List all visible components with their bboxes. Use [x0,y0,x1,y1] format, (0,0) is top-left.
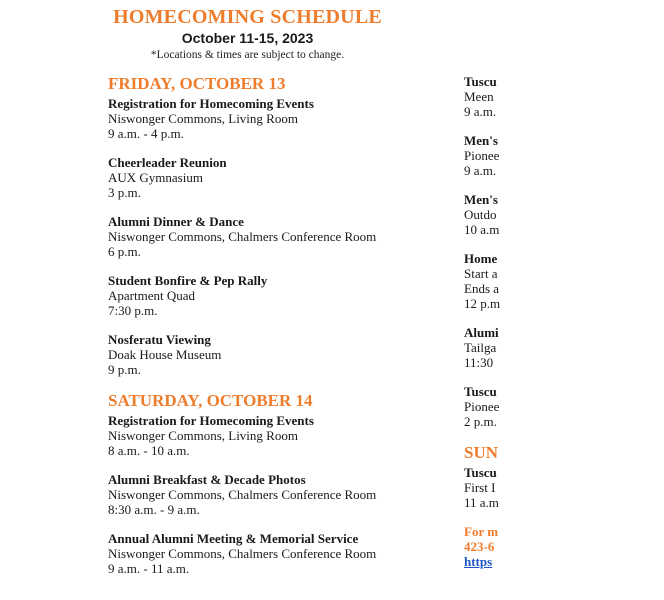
event-time: 9 a.m. [464,163,497,178]
event-title: Registration for Homecoming Events [108,413,314,428]
event-location: Niswonger Commons, Living Room [108,428,298,443]
page-title: HOMECOMING SCHEDULE [113,6,382,28]
event-location: AUX Gymnasium [108,170,203,185]
event-item [108,96,438,141]
event-time: 8:30 a.m. - 9 a.m. [108,502,200,517]
event-location: First I [464,480,496,495]
saturday-events [108,413,438,576]
contact-link[interactable]: https [464,554,493,569]
event-item [108,273,438,318]
left-column [108,74,438,590]
friday-events [108,96,438,377]
event-title: Tuscu [464,465,497,480]
event-title: Nosferatu Viewing [108,332,211,347]
event-item [108,214,438,259]
event-location: Niswonger Commons, Chalmers Conference Room [108,229,377,244]
event-time: 9 a.m. - 4 p.m. [108,126,184,141]
event-time: 6 p.m. [108,244,141,259]
event-location: Pionee [464,148,500,163]
event-time: 11:30 [464,355,494,370]
event-title: Home [464,251,498,266]
event-location: Pionee [464,399,500,414]
event-item [108,332,438,377]
event-time: 3 p.m. [108,185,141,200]
event-title: Tuscu [464,384,497,399]
event-time: 9 p.m. [108,362,141,377]
event-location: Doak House Museum [108,347,222,362]
schedule-header [0,6,495,62]
event-location: Niswonger Commons, Chalmers Conference Room [108,487,377,502]
event-time: 9 a.m. [464,104,497,119]
event-item [464,192,664,237]
event-title: Tuscu [464,74,497,89]
event-item [108,155,438,200]
event-time: 12 p.m [464,296,501,311]
event-title: Alumi [464,325,499,340]
event-time: 2 p.m. [464,414,497,429]
event-title: Annual Alumni Meeting & Memorial Service [108,531,359,546]
event-line: Ends a [464,281,500,296]
event-item [464,74,664,119]
event-time: 7:30 p.m. [108,303,158,318]
event-time: 11 a.m [464,495,499,510]
sunday-heading: SUN [464,443,499,462]
event-item [464,251,664,311]
event-item [464,465,664,510]
right-column [464,74,664,569]
event-location: Meen [464,89,494,104]
event-time: 9 a.m. - 11 a.m. [108,561,190,576]
disclaimer-note: *Locations & times are subject to change. [150,49,345,61]
event-title: Alumni Breakfast & Decade Photos [108,472,306,487]
event-title: Men's [464,192,498,207]
event-item [108,531,438,576]
event-item [464,133,664,178]
event-time: 10 a.m [464,222,500,237]
contact-phone: 423-6 [464,539,495,554]
event-title: Cheerleader Reunion [108,155,227,170]
event-location: Niswonger Commons, Chalmers Conference Room [108,546,377,561]
event-location: Apartment Quad [108,288,196,303]
event-title: Student Bonfire & Pep Rally [108,273,268,288]
event-item [108,413,438,458]
saturday-heading: SATURDAY, OCTOBER 14 [108,391,313,410]
event-item [464,384,664,429]
date-range: October 11-15, 2023 [181,30,314,46]
event-item [108,472,438,517]
event-location: Outdo [464,207,497,222]
event-location: Tailga [464,340,497,355]
event-title: Registration for Homecoming Events [108,96,314,111]
event-item [464,325,664,370]
event-time: 8 a.m. - 10 a.m. [108,443,190,458]
event-line: Start a [464,266,498,281]
contact-label: For m [464,524,499,539]
contact-block [464,524,664,569]
event-title: Men's [464,133,498,148]
event-title: Alumni Dinner & Dance [108,214,244,229]
event-location: Niswonger Commons, Living Room [108,111,298,126]
friday-heading: FRIDAY, OCTOBER 13 [108,74,286,93]
